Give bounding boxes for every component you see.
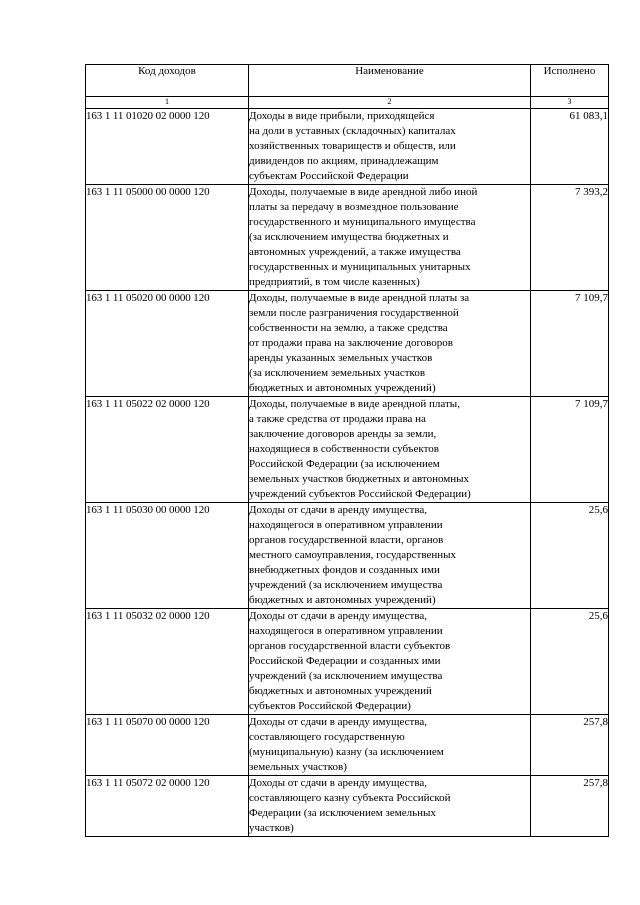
table-row [86, 185, 609, 291]
table-row [86, 715, 609, 776]
table-row [86, 291, 609, 397]
revenue-code: 163 1 11 05032 02 0000 120 [86, 609, 249, 715]
revenue-code: 163 1 11 05070 00 0000 120 [86, 715, 249, 776]
revenue-amount: 7 109,7 [531, 291, 609, 397]
column-number-row [86, 97, 609, 109]
revenue-code: 163 1 11 05020 00 0000 120 [86, 291, 249, 397]
table-row [86, 609, 609, 715]
revenue-code: 163 1 11 05000 00 0000 120 [86, 185, 249, 291]
revenue-code: 163 1 11 01020 02 0000 120 [86, 109, 249, 185]
revenue-name: Доходы от сдачи в аренду имущества, составляющего государственную (муниципальную) казну (за исключением земельных участков) [249, 715, 531, 776]
revenue-amount: 7 109,7 [531, 397, 609, 503]
column-number: 3 [531, 97, 609, 109]
table-row [86, 109, 609, 185]
revenue-amount: 257,8 [531, 776, 609, 837]
revenue-amount: 25,6 [531, 503, 609, 609]
table-row [86, 503, 609, 609]
revenue-table [85, 64, 609, 837]
revenue-name: Доходы от сдачи в аренду имущества, составляющего казну субъекта Российской Федерации (за исключением земельных участков) [249, 776, 531, 837]
revenue-amount: 257,8 [531, 715, 609, 776]
revenue-name: Доходы от сдачи в аренду имущества, находящегося в оперативном управлении органов государственной власти, органов местного самоуправления, государственных внебюджетных фондов и созданных ими учреждений (за исключением имущества бюджетных и автономных учреждений) [249, 503, 531, 609]
revenue-name: Доходы, получаемые в виде арендной платы за земли после разграничения государственной собственности на землю, а также средства от продажи права на заключение договоров аренды указанных земельных участков (за исключением земельных участков бюджетных и автономных учреждений) [249, 291, 531, 397]
revenue-name: Доходы, получаемые в виде арендной либо иной платы за передачу в возмездное пользование государственного и муниципального имущества (за исключением имущества бюджетных и автономных учреждений, а также имущества государственных и муниципальных унитарных предприятий, в том числе казенных) [249, 185, 531, 291]
revenue-code: 163 1 11 05072 02 0000 120 [86, 776, 249, 837]
revenue-code: 163 1 11 05022 02 0000 120 [86, 397, 249, 503]
column-number: 2 [249, 97, 531, 109]
column-number: 1 [86, 97, 249, 109]
table-row [86, 776, 609, 837]
revenue-amount: 7 393,2 [531, 185, 609, 291]
table-row [86, 397, 609, 503]
table-header-row [86, 65, 609, 97]
revenue-amount: 61 083,1 [531, 109, 609, 185]
header-name: Наименование [249, 65, 531, 97]
revenue-name: Доходы, получаемые в виде арендной платы, а также средства от продажи права на заключение договоров аренды за земли, находящиеся в собственности субъектов Российской Федерации (за исключением земельных участков бюджетных и автономных учреждений субъектов Российской Федерации) [249, 397, 531, 503]
header-code: Код доходов [86, 65, 249, 97]
revenue-name: Доходы от сдачи в аренду имущества, находящегося в оперативном управлении органов государственной власти субъектов Российской Федерации и созданных ими учреждений (за исключением имущества бюджетных и автономных учреждений субъектов Российской Федерации) [249, 609, 531, 715]
revenue-amount: 25,6 [531, 609, 609, 715]
header-done: Исполнено [531, 65, 609, 97]
revenue-name: Доходы в виде прибыли, приходящейся на доли в уставных (складочных) капиталах хозяйственных товариществ и обществ, или дивидендов по акциям, принадлежащим субъектам Российской Федерации [249, 109, 531, 185]
revenue-code: 163 1 11 05030 00 0000 120 [86, 503, 249, 609]
